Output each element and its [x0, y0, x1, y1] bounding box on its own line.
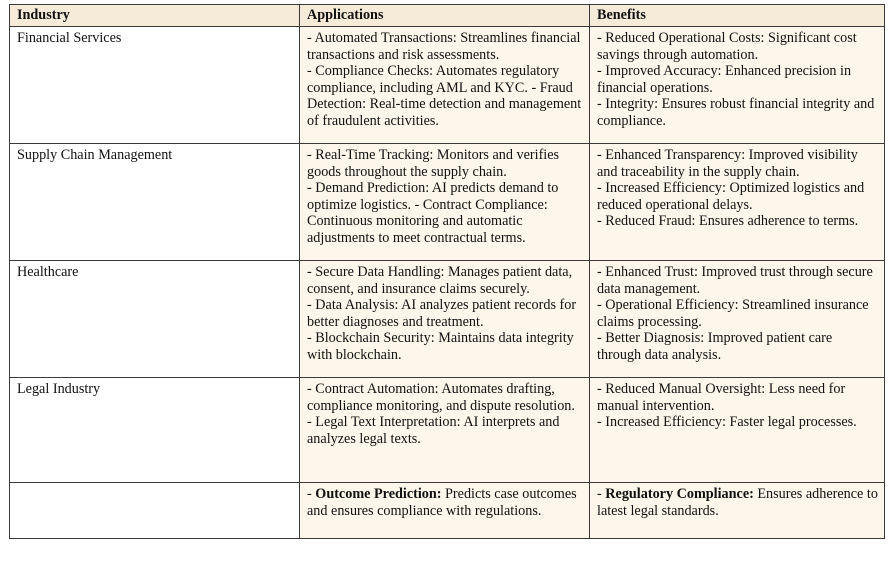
benefit-item: - Improved Accuracy: Enhanced precision in financial operations. — [597, 63, 852, 96]
application-item-text: Predicts case outcomes and ensures compliance with regulations. — [307, 486, 577, 519]
benefit-item: - Operational Efficiency: Streamlined insurance claims processing. — [597, 297, 869, 330]
application-item: - Data Analysis: AI analyzes patient records for better diagnoses and treatment. — [307, 297, 577, 330]
benefit-item: - Reduced Manual Oversight: Less need for manual intervention. — [597, 381, 846, 414]
application-item: - Real-Time Tracking: Monitors and verifies goods throughout the supply chain. — [307, 147, 560, 180]
header-benefits: Benefits — [590, 5, 885, 27]
application-item: - Secure Data Handling: Manages patient data, consent, and insurance claims securely. — [307, 264, 573, 297]
application-item: - Automated Transactions: Streamlines financial transactions and risk assessments. — [307, 30, 581, 63]
application-item-term: Outcome Prediction: — [315, 486, 442, 502]
header-row — [10, 5, 885, 27]
table-row — [10, 261, 885, 378]
application-item-prefix: - — [307, 486, 316, 502]
benefit-item-text: Ensures adherence to latest legal standards. — [597, 486, 878, 519]
benefits-cell — [590, 144, 885, 261]
benefits-cell — [590, 261, 885, 378]
applications-cell — [300, 144, 590, 261]
header-industry: Industry — [10, 5, 300, 27]
benefits-cell — [590, 378, 885, 483]
applications-cell — [300, 27, 590, 144]
benefit-item-prefix: - — [597, 486, 606, 502]
header-applications: Applications — [300, 5, 590, 27]
benefit-item: - Enhanced Trust: Improved trust through secure data management. — [597, 264, 873, 297]
application-item: - Blockchain Security: Maintains data integrity with blockchain. — [307, 330, 574, 363]
benefits-cell — [590, 483, 885, 539]
industry-applications-table — [9, 4, 885, 539]
benefit-item: - Reduced Operational Costs: Significant cost savings through automation. — [597, 30, 857, 63]
industry-cell — [10, 483, 300, 539]
applications-cell — [300, 261, 590, 378]
table-row — [10, 378, 885, 483]
industry-cell: Financial Services — [10, 27, 300, 144]
benefit-item-term: Regulatory Compliance: — [605, 486, 754, 502]
applications-cell — [300, 378, 590, 483]
table-row — [10, 483, 885, 539]
table-row — [10, 144, 885, 261]
benefit-item: - Increased Efficiency: Optimized logistics and reduced operational delays. — [597, 180, 865, 213]
table-row — [10, 27, 885, 144]
industry-cell: Legal Industry — [10, 378, 300, 483]
application-item: - Demand Prediction: AI predicts demand to optimize logistics. - Contract Compliance: Continuous monitoring and automatic adjustments to meet contractual terms. — [307, 180, 559, 246]
industry-cell: Supply Chain Management — [10, 144, 300, 261]
industry-cell: Healthcare — [10, 261, 300, 378]
application-item: - Legal Text Interpretation: AI interprets and analyzes legal texts. — [307, 414, 560, 447]
application-item: - Contract Automation: Automates drafting, compliance monitoring, and dispute resolution. — [307, 381, 575, 414]
benefit-item: - Better Diagnosis: Improved patient care through data analysis. — [597, 330, 833, 363]
benefit-item: - Increased Efficiency: Faster legal processes. — [597, 414, 857, 431]
benefits-cell — [590, 27, 885, 144]
application-item: - Compliance Checks: Automates regulatory compliance, including AML and KYC. - Fraud Detection: Real-time detection and management of fraudulent activities. — [307, 63, 582, 129]
applications-cell — [300, 483, 590, 539]
benefit-item: - Enhanced Transparency: Improved visibility and traceability in the supply chain. — [597, 147, 858, 180]
benefit-item: - Integrity: Ensures robust financial integrity and compliance. — [597, 96, 875, 129]
benefit-item: - Reduced Fraud: Ensures adherence to terms. — [597, 213, 859, 230]
